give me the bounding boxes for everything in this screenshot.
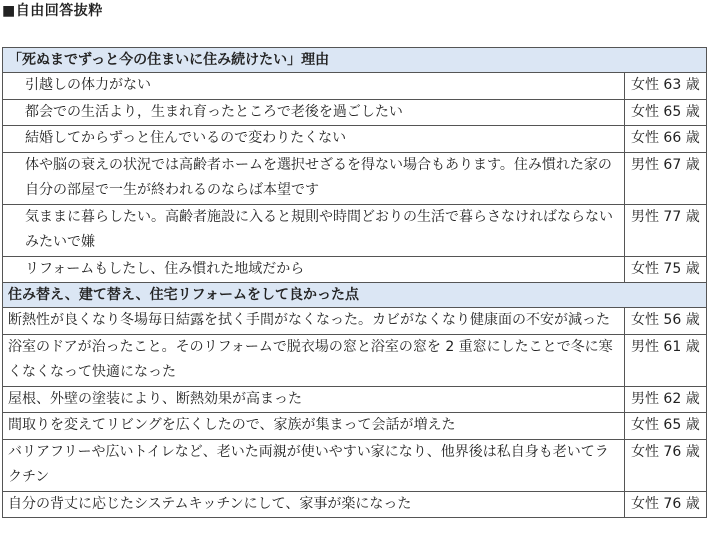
response-text: 断熱性が良くなり冬場毎日結露を拭く手間がなくなった。カビがなくなり健康面の不安が減った <box>3 308 625 335</box>
section-header-row <box>3 283 707 308</box>
table-row <box>3 73 707 100</box>
table-row <box>3 152 707 204</box>
table-row <box>3 386 707 413</box>
response-text: 浴室のドアが治ったこと。そのリフォームで脱衣場の窓と浴室の窓を 2 重窓にしたことで冬に寒くなくなって快適になった <box>3 334 625 386</box>
response-text: 自分の背丈に応じたシステムキッチンにして、家事が楽になった <box>3 491 625 518</box>
section-header-row <box>3 48 707 73</box>
response-text: リフォームもしたし、住み慣れた地域だから <box>3 256 625 283</box>
response-text: 気ままに暮らしたい。高齢者施設に入ると規則や時間どおりの生活で暮らさなければならないみたいで嫌 <box>3 204 625 256</box>
response-text: 屋根、外壁の塗装により、断熱効果が高まった <box>3 386 625 413</box>
respondent-info: 男性 67 歳 <box>624 152 706 204</box>
respondent-info: 女性 76 歳 <box>624 491 706 518</box>
page-heading: ■自由回答抜粋 <box>2 3 103 19</box>
table-row <box>3 256 707 283</box>
respondent-info: 女性 75 歳 <box>624 256 706 283</box>
respondent-info: 女性 56 歳 <box>624 308 706 335</box>
table-row <box>3 126 707 153</box>
response-text: 都会での生活より，生まれ育ったところで老後を過ごしたい <box>3 99 625 126</box>
respondent-info: 女性 66 歳 <box>624 126 706 153</box>
section-title: 「死ぬまでずっと今の住まいに住み続けたい」理由 <box>3 48 707 73</box>
response-text: 体や脳の衰えの状況では高齢者ホームを選択せざるを得ない場合もあります。住み慣れた家の自分の部屋で一生が終われるのならば本望です <box>3 152 625 204</box>
response-text: 引越しの体力がない <box>3 73 625 100</box>
table-row <box>3 491 707 518</box>
table-row <box>3 204 707 256</box>
table-row <box>3 334 707 386</box>
respondent-info: 男性 61 歳 <box>624 334 706 386</box>
respondent-info: 男性 77 歳 <box>624 204 706 256</box>
respondent-info: 女性 63 歳 <box>624 73 706 100</box>
table-row <box>3 439 707 491</box>
response-text: バリアフリーや広いトイレなど、老いた両親が使いやすい家になり、他界後は私自身も老いてラクチン <box>3 439 625 491</box>
table-row <box>3 99 707 126</box>
table-row <box>3 413 707 440</box>
respondent-info: 女性 65 歳 <box>624 413 706 440</box>
response-text: 結婚してからずっと住んでいるので変わりたくない <box>3 126 625 153</box>
respondent-info: 女性 65 歳 <box>624 99 706 126</box>
free-answer-table <box>2 47 707 518</box>
section-title: 住み替え、建て替え、住宅リフォームをして良かった点 <box>3 283 707 308</box>
respondent-info: 女性 76 歳 <box>624 439 706 491</box>
table-row <box>3 308 707 335</box>
respondent-info: 男性 62 歳 <box>624 386 706 413</box>
response-text: 間取りを変えてリビングを広くしたので、家族が集まって会話が増えた <box>3 413 625 440</box>
